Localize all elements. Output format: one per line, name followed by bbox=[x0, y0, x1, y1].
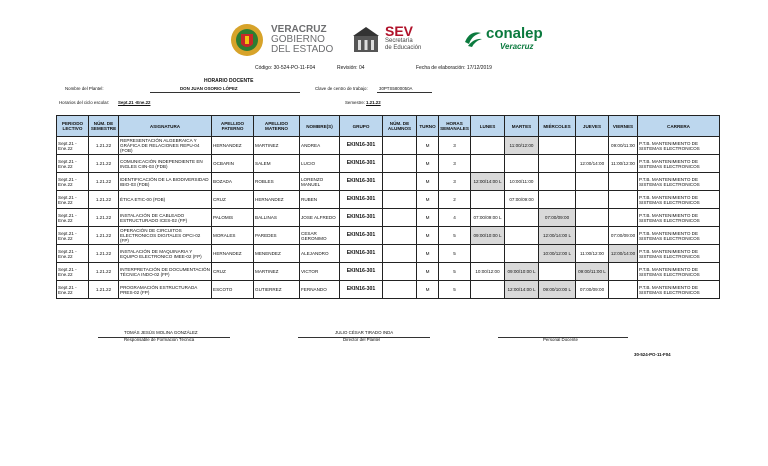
cell-paterno: HERNANDEZ bbox=[212, 137, 254, 155]
cell-periodo: Sept.21 - Ene.22 bbox=[57, 209, 89, 227]
cell-semestre: 1.21.22 bbox=[89, 209, 119, 227]
cell-turno: M bbox=[417, 281, 439, 299]
cell-jueves bbox=[576, 227, 609, 245]
cell-nombre: LUCIO bbox=[300, 155, 340, 173]
cell-viernes bbox=[609, 209, 638, 227]
signature-2-name: JULIO CÉSAR TIRADO INDA bbox=[335, 330, 394, 335]
cell-materno: SALEM bbox=[254, 155, 300, 173]
cell-turno: M bbox=[417, 173, 439, 191]
cell-periodo: Sept.21 - Ene.22 bbox=[57, 263, 89, 281]
column-header: HORAS SEMANALES bbox=[439, 116, 471, 137]
cell-turno: M bbox=[417, 155, 439, 173]
veracruz-shield-icon bbox=[229, 22, 265, 58]
cell-martes bbox=[505, 227, 539, 245]
footer-code: 30-524-PO-11-F04 bbox=[634, 352, 671, 357]
cell-turno: M bbox=[417, 263, 439, 281]
cell-lunes bbox=[471, 155, 505, 173]
table-row bbox=[57, 137, 720, 155]
sev-logo bbox=[351, 24, 451, 58]
cell-viernes bbox=[609, 281, 638, 299]
cell-nombre: RUBEN bbox=[300, 191, 340, 209]
sev-building-icon bbox=[351, 24, 381, 54]
table-row bbox=[57, 281, 720, 299]
cell-miercoles: 10:00/12:00 L bbox=[539, 245, 576, 263]
cell-horas: 5 bbox=[439, 227, 471, 245]
cell-viernes bbox=[609, 263, 638, 281]
table-row bbox=[57, 227, 720, 245]
column-header: NÚM. DE SEMESTRE bbox=[89, 116, 119, 137]
cell-asignatura: OPERACIÓN DE CIRCUITOS ELECTRONICOS DIGITALES OPCI-02 (FP) bbox=[119, 227, 212, 245]
column-header: APELLIDO MATERNO bbox=[254, 116, 300, 137]
cell-turno: M bbox=[417, 245, 439, 263]
cell-horas: 5 bbox=[439, 245, 471, 263]
ciclo-label: Horarios del ciclo escolar: bbox=[59, 100, 110, 105]
cell-paterno: PALOMIS bbox=[212, 209, 254, 227]
clave-underline bbox=[377, 92, 432, 93]
cell-martes: 10:00/11:00 bbox=[505, 173, 539, 191]
cell-asignatura: REPRESENTACIÓN ALGEBRAICA Y GRÁFICA DE RELACIONES REPU-04 (FOB) bbox=[119, 137, 212, 155]
cell-periodo: Sept.21 - Ene.22 bbox=[57, 227, 89, 245]
cell-carrera: P.T.B. MANTENIMIENTO DE SISTEMAS ELECTRONICOS bbox=[638, 191, 720, 209]
cell-periodo: Sept.21 - Ene.22 bbox=[57, 281, 89, 299]
cell-miercoles: 12:00/14:00 L bbox=[539, 227, 576, 245]
cell-semestre: 1.21.22 bbox=[89, 191, 119, 209]
cell-viernes: 12:00/14:00 bbox=[609, 245, 638, 263]
docente-name: DON JUAN OSORIO LÓPEZ bbox=[180, 86, 238, 91]
signature-1-name: TOMÁS JESÚS MOLINA GONZÁLEZ bbox=[124, 330, 198, 335]
cell-martes: 07:00/09:00 bbox=[505, 191, 539, 209]
cell-jueves bbox=[576, 173, 609, 191]
signature-3-role: Personal Docente bbox=[543, 337, 578, 342]
column-header: MIÉRCOLES bbox=[539, 116, 576, 137]
cell-materno: GUTIERREZ bbox=[254, 281, 300, 299]
cell-materno: ROBLES bbox=[254, 173, 300, 191]
cell-horas: 5 bbox=[439, 263, 471, 281]
veracruz-line3: DEL ESTADO bbox=[271, 44, 334, 55]
cell-nombre: CESAR GERONIMO bbox=[300, 227, 340, 245]
column-header: PERIODO LECTIVO bbox=[57, 116, 89, 137]
cell-turno: M bbox=[417, 227, 439, 245]
form-date: Fecha de elaboración: 17/12/2019 bbox=[416, 65, 492, 71]
cell-jueves bbox=[576, 209, 609, 227]
cell-carrera: P.T.B. MANTENIMIENTO DE SISTEMAS ELECTRONICOS bbox=[638, 173, 720, 191]
form-revision: Revisión: 04 bbox=[337, 65, 365, 71]
cell-turno: M bbox=[417, 137, 439, 155]
column-header: CARRERA bbox=[638, 116, 720, 137]
cell-carrera: P.T.B. MANTENIMIENTO DE SISTEMAS ELECTRONICOS bbox=[638, 137, 720, 155]
cell-asignatura: COMUNICACIÓN INDEPENDIENTE EN INGLES CIIN-03 (FDB) bbox=[119, 155, 212, 173]
cell-semestre: 1.21.22 bbox=[89, 155, 119, 173]
cell-paterno: OCBARIN bbox=[212, 155, 254, 173]
cell-semestre: 1.21.22 bbox=[89, 245, 119, 263]
cell-horas: 3 bbox=[439, 137, 471, 155]
cell-semestre: 1.21.22 bbox=[89, 227, 119, 245]
cell-jueves bbox=[576, 137, 609, 155]
cell-alumnos bbox=[383, 281, 417, 299]
cell-asignatura: PROGRAMACIÓN ESTRUCTURADA PRES-02 (FP) bbox=[119, 281, 212, 299]
cell-alumnos bbox=[383, 263, 417, 281]
cell-nombre: JOSE ALFREDO bbox=[300, 209, 340, 227]
conalep-sub: Veracruz bbox=[500, 42, 534, 51]
cell-turno: M bbox=[417, 209, 439, 227]
semestre-value: 1.21.22 bbox=[366, 100, 381, 105]
cell-semestre: 1.21.22 bbox=[89, 281, 119, 299]
column-header: APELLIDO PATERNO bbox=[212, 116, 254, 137]
conalep-logo bbox=[462, 26, 552, 56]
cell-grupo: EKIN16-301 bbox=[340, 137, 383, 155]
sev-line1: Secretaría bbox=[385, 38, 413, 44]
cell-paterno: CRUZ bbox=[212, 263, 254, 281]
cell-grupo: EKIN16-301 bbox=[340, 173, 383, 191]
cell-paterno: BOZADA bbox=[212, 173, 254, 191]
cell-materno: BALLINAS bbox=[254, 209, 300, 227]
cell-viernes: 11:00/12:00 bbox=[609, 155, 638, 173]
cell-nombre: VICTOR bbox=[300, 263, 340, 281]
column-header: LUNES bbox=[471, 116, 505, 137]
cell-miercoles bbox=[539, 155, 576, 173]
sev-line2: de Educación bbox=[385, 45, 422, 51]
cell-asignatura: INTERPRETACIÓN DE DOCUMENTACIÓN TÉCNICA INDO-02 (FP) bbox=[119, 263, 212, 281]
cell-viernes: 07:00/09:00 bbox=[609, 227, 638, 245]
cell-materno: MARTINEZ bbox=[254, 263, 300, 281]
cell-viernes bbox=[609, 191, 638, 209]
cell-nombre: ALEJANDRO bbox=[300, 245, 340, 263]
cell-grupo: EKIN16-301 bbox=[340, 281, 383, 299]
cell-alumnos bbox=[383, 137, 417, 155]
page-title: HORARIO DOCENTE bbox=[204, 78, 254, 84]
cell-viernes bbox=[609, 173, 638, 191]
cell-lunes bbox=[471, 137, 505, 155]
column-header: TURNO bbox=[417, 116, 439, 137]
cell-grupo: EKIN16-301 bbox=[340, 263, 383, 281]
cell-jueves bbox=[576, 191, 609, 209]
cell-martes: 12:00/14:00 L bbox=[505, 281, 539, 299]
cell-jueves: 09:00/11:00 L bbox=[576, 263, 609, 281]
cell-alumnos bbox=[383, 227, 417, 245]
cell-martes: 09:00/10:00 L bbox=[505, 263, 539, 281]
cell-semestre: 1.21.22 bbox=[89, 173, 119, 191]
cell-grupo: EKIN16-301 bbox=[340, 209, 383, 227]
cell-asignatura: IDENTIFICACIÓN DE LA BIODIVERSIDAD IBIO-03 (FDB) bbox=[119, 173, 212, 191]
cell-carrera: P.T.B. MANTENIMIENTO DE SISTEMAS ELECTRONICOS bbox=[638, 155, 720, 173]
cell-paterno: CRUZ bbox=[212, 191, 254, 209]
cell-miercoles: 07:00/09:00 bbox=[539, 209, 576, 227]
conalep-name: conalep bbox=[486, 25, 543, 42]
plantel-label: Nombre del Plantel: bbox=[65, 86, 104, 91]
table-row bbox=[57, 209, 720, 227]
table-header-row bbox=[57, 116, 720, 137]
cell-horas: 3 bbox=[439, 155, 471, 173]
cell-jueves: 12:00/14:00 bbox=[576, 155, 609, 173]
column-header: NOMBRE(S) bbox=[300, 116, 340, 137]
cell-miercoles bbox=[539, 137, 576, 155]
column-header: NÚM. DE ALUMNOS bbox=[383, 116, 417, 137]
cell-alumnos bbox=[383, 191, 417, 209]
table-row bbox=[57, 155, 720, 173]
cell-semestre: 1.21.22 bbox=[89, 263, 119, 281]
cell-carrera: P.T.B. MANTENIMIENTO DE SISTEMAS ELECTRONICOS bbox=[638, 245, 720, 263]
veracruz-logo bbox=[229, 22, 339, 58]
cell-martes bbox=[505, 245, 539, 263]
cell-lunes: 07:00/09:00 L bbox=[471, 209, 505, 227]
cell-materno: HERNANDEZ bbox=[254, 191, 300, 209]
cell-carrera: P.T.B. MANTENIMIENTO DE SISTEMAS ELECTRONICOS bbox=[638, 263, 720, 281]
cell-lunes bbox=[471, 281, 505, 299]
clave-value: 30PTS5800050A bbox=[379, 86, 413, 91]
conalep-swoosh-icon bbox=[462, 28, 484, 50]
cell-martes bbox=[505, 155, 539, 173]
column-header: JUEVES bbox=[576, 116, 609, 137]
cell-periodo: Sept.21 - Ene.22 bbox=[57, 191, 89, 209]
column-header: VIERNES bbox=[609, 116, 638, 137]
cell-miercoles: 09:00/10:00 L bbox=[539, 281, 576, 299]
cell-miercoles bbox=[539, 263, 576, 281]
cell-horas: 5 bbox=[439, 281, 471, 299]
cell-carrera: P.T.B. MANTENIMIENTO DE SISTEMAS ELECTRONICOS bbox=[638, 209, 720, 227]
cell-alumnos bbox=[383, 209, 417, 227]
clave-label: Clave de centro de trabajo: bbox=[315, 86, 368, 91]
cell-grupo: EKIN16-301 bbox=[340, 191, 383, 209]
cell-horas: 2 bbox=[439, 191, 471, 209]
cell-asignatura: INSTALACIÓN DE CABLEADO ESTRUCTURADO ICES-02 (FP) bbox=[119, 209, 212, 227]
cell-materno: PAREDES bbox=[254, 227, 300, 245]
cell-asignatura: INSTALACIÓN DE MAQUINARIA Y EQUIPO ELECTRONICO IMEE-02 (FP) bbox=[119, 245, 212, 263]
veracruz-line1: VERACRUZ bbox=[271, 24, 327, 35]
cell-turno: M bbox=[417, 191, 439, 209]
sev-name: SEV bbox=[385, 23, 414, 39]
cell-periodo: Sept.21 - Ene.22 bbox=[57, 245, 89, 263]
cell-miercoles bbox=[539, 191, 576, 209]
cell-jueves: 07:00/09:00 bbox=[576, 281, 609, 299]
table-body bbox=[57, 137, 720, 299]
column-header: ASIGNATURA bbox=[119, 116, 212, 137]
cell-periodo: Sept.21 - Ene.22 bbox=[57, 137, 89, 155]
cell-paterno: HERNANDEZ bbox=[212, 245, 254, 263]
table-row bbox=[57, 173, 720, 191]
column-header: MARTES bbox=[505, 116, 539, 137]
cell-lunes bbox=[471, 191, 505, 209]
cell-semestre: 1.21.22 bbox=[89, 137, 119, 155]
cell-alumnos bbox=[383, 173, 417, 191]
cell-asignatura: ÉTICA ETIC-00 (FDB) bbox=[119, 191, 212, 209]
cell-martes: 11:00/12:00 bbox=[505, 137, 539, 155]
form-code: Código: 30-524-PO-11-F04 bbox=[255, 65, 316, 71]
veracruz-line2: GOBIERNO bbox=[271, 34, 325, 45]
cell-carrera: P.T.B. MANTENIMIENTO DE SISTEMAS ELECTRONICOS bbox=[638, 227, 720, 245]
cell-lunes: 09:00/10:00 L bbox=[471, 227, 505, 245]
cell-nombre: LORENZO MANUEL bbox=[300, 173, 340, 191]
cell-lunes bbox=[471, 245, 505, 263]
table-row bbox=[57, 191, 720, 209]
cell-periodo: Sept.21 - Ene.22 bbox=[57, 173, 89, 191]
cell-carrera: P.T.B. MANTENIMIENTO DE SISTEMAS ELECTRONICOS bbox=[638, 281, 720, 299]
cell-miercoles bbox=[539, 173, 576, 191]
cell-grupo: EKIN16-301 bbox=[340, 245, 383, 263]
cell-periodo: Sept.21 - Ene.22 bbox=[57, 155, 89, 173]
plantel-underline bbox=[150, 92, 300, 93]
cell-nombre: ANDREA bbox=[300, 137, 340, 155]
signature-2-role: Director del Plantel bbox=[343, 337, 381, 342]
cell-lunes: 10:00/12:00 bbox=[471, 263, 505, 281]
cell-martes bbox=[505, 209, 539, 227]
signature-1-role: Responsable de Formación Técnica bbox=[124, 337, 195, 342]
cell-alumnos bbox=[383, 245, 417, 263]
table-row bbox=[57, 263, 720, 281]
ciclo-value: Sept.21 -Ene.22 bbox=[118, 100, 151, 105]
cell-viernes: 09:00/11:00 bbox=[609, 137, 638, 155]
table-row bbox=[57, 245, 720, 263]
semestre-label: Semestre: bbox=[345, 100, 366, 105]
cell-grupo: EKIN16-301 bbox=[340, 227, 383, 245]
cell-lunes: 12:00/14:00 L bbox=[471, 173, 505, 191]
cell-paterno: MORALES bbox=[212, 227, 254, 245]
cell-alumnos bbox=[383, 155, 417, 173]
cell-horas: 3 bbox=[439, 173, 471, 191]
cell-grupo: EKIN16-301 bbox=[340, 155, 383, 173]
cell-materno: MARTINEZ bbox=[254, 137, 300, 155]
cell-jueves: 11:00/12:00 bbox=[576, 245, 609, 263]
cell-paterno: ESCOTO bbox=[212, 281, 254, 299]
cell-nombre: FERNANDO bbox=[300, 281, 340, 299]
cell-horas: 4 bbox=[439, 209, 471, 227]
column-header: GRUPO bbox=[340, 116, 383, 137]
cell-materno: MENENDEZ bbox=[254, 245, 300, 263]
schedule-table bbox=[56, 115, 720, 299]
